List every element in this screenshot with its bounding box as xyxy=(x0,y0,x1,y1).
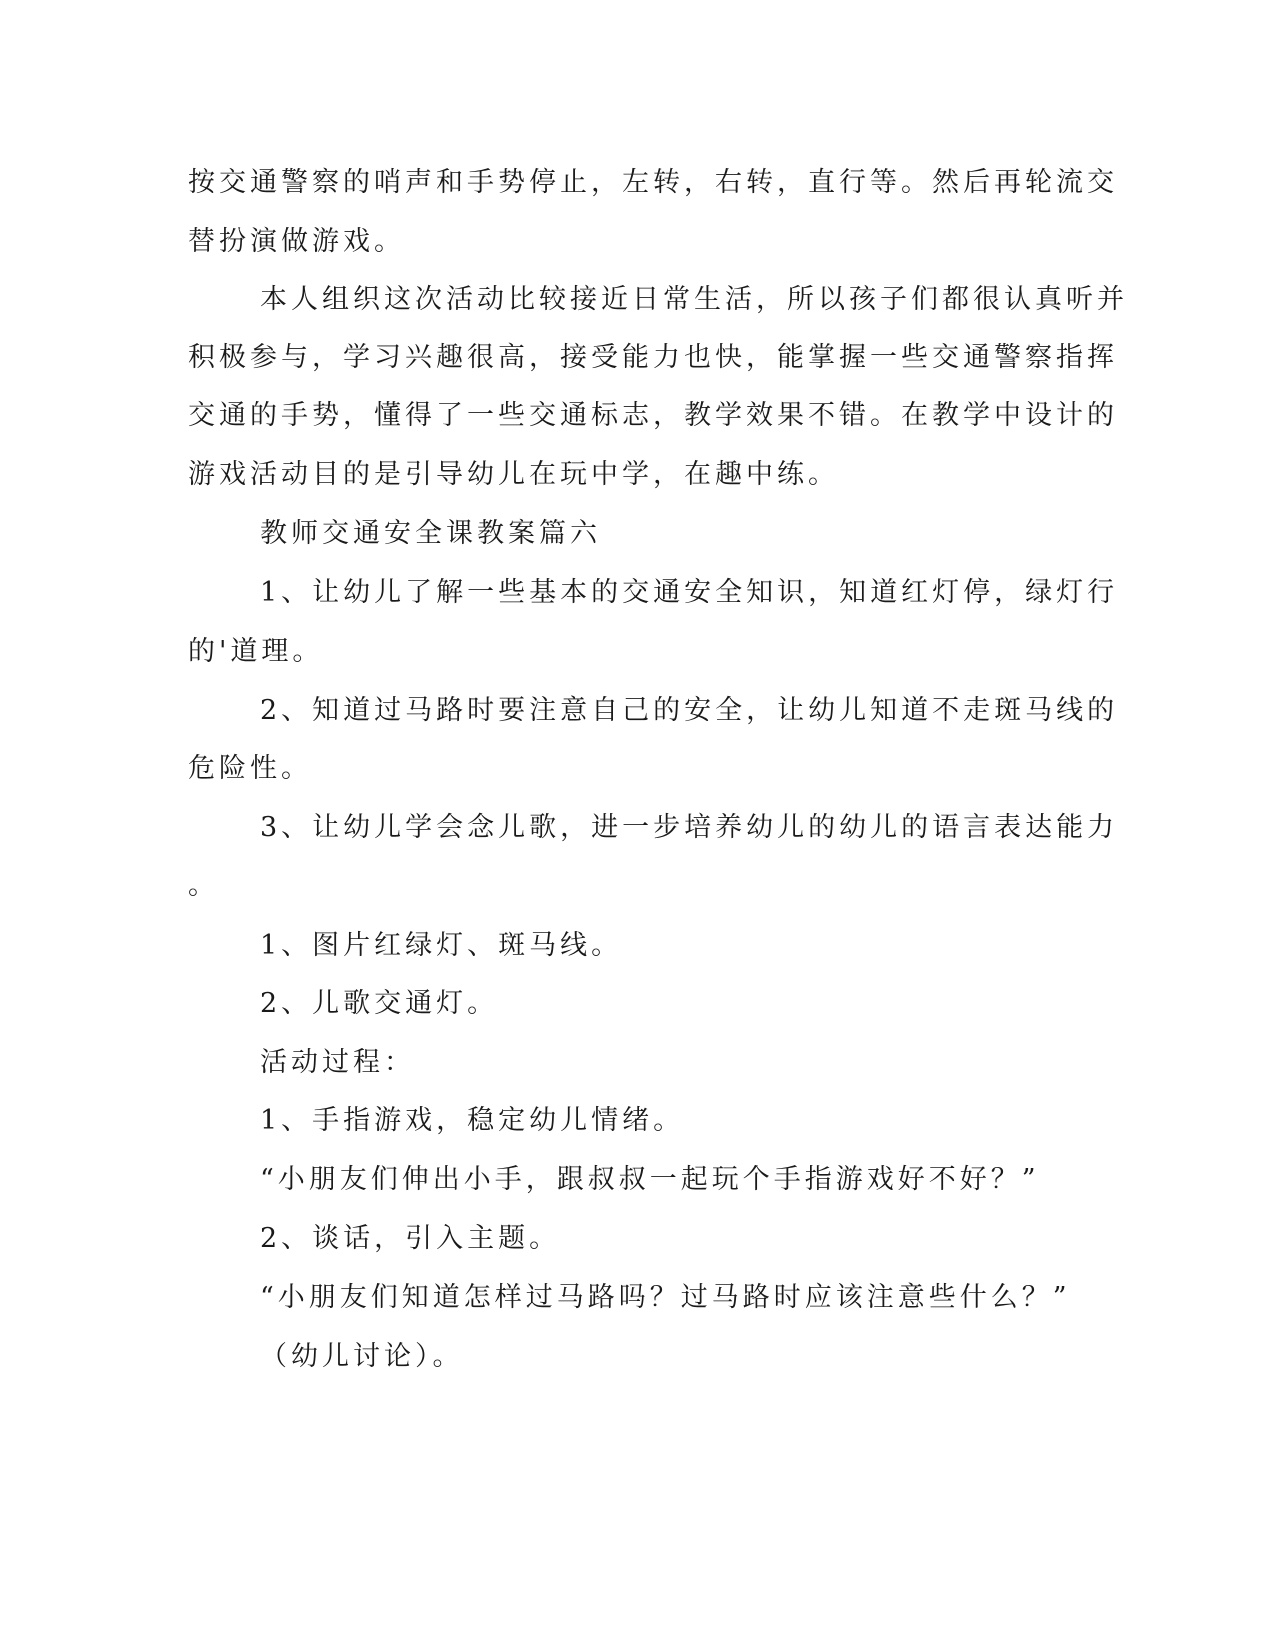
text-line: （幼儿讨论）。 xyxy=(260,1341,464,1372)
text-line: 的'道理。 xyxy=(188,636,324,667)
list-item: 3、让幼儿学会念儿歌，进一步培养幼儿的幼儿的语言表达能力 xyxy=(260,812,1119,843)
paragraph-first-line: 本人组织这次活动比较接近日常生活，所以孩子们都很认真听并 xyxy=(260,284,1128,315)
list-item: 2、知道过马路时要注意自己的安全，让幼儿知道不走斑马线的 xyxy=(260,695,1119,726)
quote-line: “小朋友们伸出小手，跟叔叔一起玩个手指游戏好不好？” xyxy=(260,1164,1040,1195)
text-line: 危险性。 xyxy=(188,753,312,784)
quote-line: “小朋友们知道怎样过马路吗？过马路时应该注意些什么？” xyxy=(260,1282,1071,1313)
section-heading: 教师交通安全课教案篇六 xyxy=(260,518,601,549)
list-item: 2、儿歌交通灯。 xyxy=(260,988,499,1019)
text-line: 积极参与，学习兴趣很高，接受能力也快，能掌握一些交通警察指挥 xyxy=(188,342,1118,373)
text-line: 交通的手势，懂得了一些交通标志，教学效果不错。在教学中设计的 xyxy=(188,400,1118,431)
list-item: 2、谈话，引入主题。 xyxy=(260,1223,561,1254)
text-line: 按交通警察的哨声和手势停止，左转，右转，直行等。然后再轮流交 xyxy=(188,167,1118,198)
list-item: 1、让幼儿了解一些基本的交通安全知识，知道红灯停，绿灯行 xyxy=(260,577,1119,608)
list-item: 1、手指游戏，稳定幼儿情绪。 xyxy=(260,1105,685,1136)
text-line: 游戏活动目的是引导幼儿在玩中学，在趣中练。 xyxy=(188,459,839,490)
text-line: 替扮演做游戏。 xyxy=(188,226,405,257)
subheading: 活动过程： xyxy=(260,1047,415,1078)
list-item: 1、图片红绿灯、斑马线。 xyxy=(260,930,623,961)
text-line: 。 xyxy=(188,870,219,901)
